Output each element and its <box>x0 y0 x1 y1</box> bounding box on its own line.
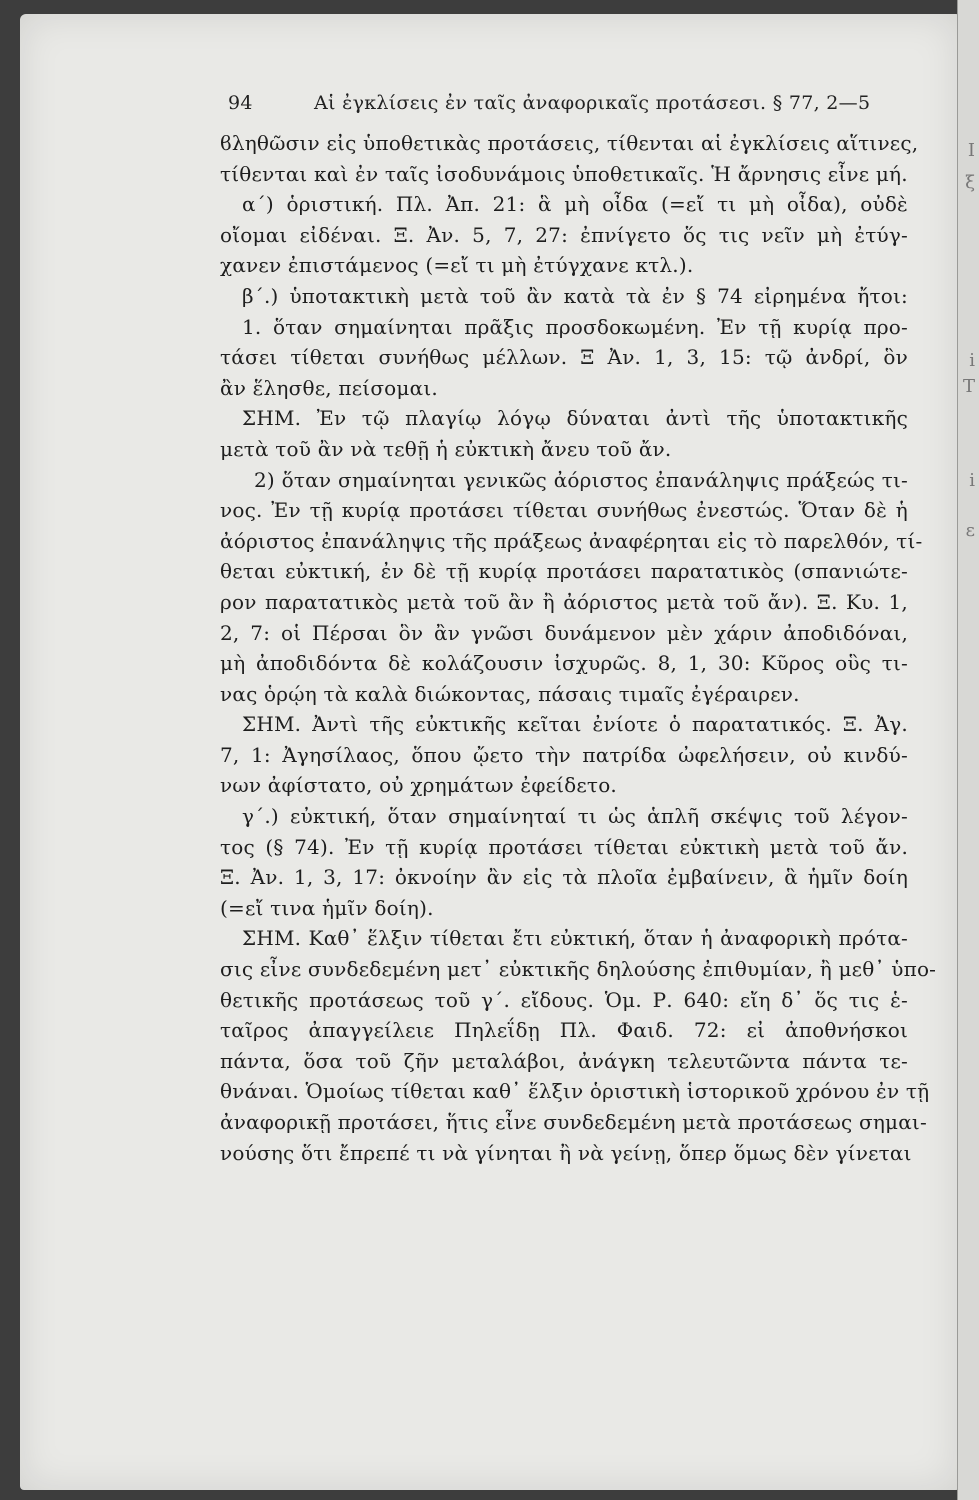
text-line: 2, 7: οἱ Πέρσαι ὃν ἂν γνῶσι δυνάμενον μὲν χάριν ἀποδιδόναι, <box>220 620 908 645</box>
text-line: ρον παρατατικὸς μετὰ τοῦ ἂν ἢ ἀόριστος μετὰ τοῦ ἄν). Ξ. Κυ. 1, <box>220 589 908 614</box>
text-line: ΣΗΜ. Ἀντὶ τῆς εὐκτικῆς κεῖται ἐνίοτε ὁ παρατατικός. Ξ. Ἀγ. <box>242 712 908 737</box>
page-body <box>220 128 937 1168</box>
text-line: νούσης ὅτι ἔπρεπέ τι νὰ γίνηται ἢ νὰ γείνῃ, ὅπερ ὅμως δὲν γίνεται <box>220 1140 912 1165</box>
text-line: ϐληθῶσιν εἰς ὑποθετικὰς προτάσεις, τίθενται αἱ ἐγκλίσεις αἵτινες, <box>220 131 919 155</box>
text-line: ἀόριστος ἐπανάληψις τῆς πράξεως ἀναφέρηται εἰς τὸ παρελθόν, τί- <box>220 528 923 553</box>
margin-mark: ε <box>965 520 975 541</box>
text-line: ἀναφορικῇ προτάσει, ἥτις εἶνε συνδεδεμένη μετὰ προτάσεως σημαι- <box>220 1110 927 1134</box>
text-line: γ΄.) εὐκτική, ὅταν σημαίνηταί τι ὡς ἁπλῆ σκέψις τοῦ λέγον- <box>242 804 908 829</box>
running-header <box>228 92 908 122</box>
text-line: θεται εὐκτική, ἐν δὲ τῇ κυρίᾳ προτάσει παρατατικὸς (σπανιώτε- <box>220 559 908 584</box>
text-line: ταῖρος ἀπαγγείλειε Πηλεΐδῃ Πλ. Φαιδ. 72: εἰ ἀποθνήσκοι <box>220 1018 908 1043</box>
text-line: 2) ὅταν σημαίνηται γενικῶς ἀόριστος ἐπανάληψις πράξεώς τι- <box>254 467 908 492</box>
page-number: 94 <box>228 92 253 114</box>
text-line: οἴομαι εἰδέναι. Ξ. Ἀν. 5, 7, 27: ἐπνίγετο ὅς τις νεῖν μὴ ἐτύγ- <box>220 222 908 247</box>
text-line: ἂν ἕλησθε, πείσομαι. <box>220 375 438 400</box>
text-line: νας ὁρῴη τὰ καλὰ διώκοντας, πάσαις τιμαῖς ἐγέραιρεν. <box>220 681 800 706</box>
text-line: πάντα, ὅσα τοῦ ζῆν μεταλάβοι, ἀνάγκη τελευτῶντα πάντα τε- <box>220 1048 908 1073</box>
text-line: θνάναι. Ὁμοίως τίθεται καθ᾽ ἕλξιν ὁριστικὴ ἱστορικοῦ χρόνου ἐν τῇ <box>220 1079 930 1104</box>
adjacent-page-edge <box>957 0 979 1500</box>
text-line: τάσει τίθεται συνήθως μέλλων. Ξ Ἀν. 1, 3, 15: τῷ ἀνδρί, ὃν <box>220 345 908 370</box>
margin-mark: I <box>967 140 975 161</box>
text-line: 1. ὅταν σημαίνηται πρᾶξις προσδοκωμένη. Ἐν τῇ κυρίᾳ προ- <box>242 314 908 339</box>
text-line: β΄.) ὑποτακτικὴ μετὰ τοῦ ἂν κατὰ τὰ ἐν § 74 εἰρημένα ἤτοι: <box>242 283 908 308</box>
text-line: ΣΗΜ. Ἐν τῷ πλαγίῳ λόγῳ δύναται ἀντὶ τῆς ὑποτακτικῆς <box>242 406 908 431</box>
text-line: νων ἀφίστατο, οὐ χρημάτων ἐφείδετο. <box>220 773 617 798</box>
text-line: Ξ. Ἀν. 1, 3, 17: ὀκνοίην ἂν εἰς τὰ πλοῖα ἐμβαίνειν, ἃ ἡμῖν δοίη <box>220 865 908 890</box>
margin-mark: i <box>969 350 975 371</box>
running-title: Αἱ ἐγκλίσεις ἐν ταῖς ἀναφορικαῖς προτάσεσι. § 77, 2—5 <box>314 92 871 114</box>
margin-mark: i <box>969 470 975 491</box>
text-line: (=εἴ τινα ἡμῖν δοίη). <box>220 895 434 920</box>
text-line: 7, 1: Ἀγησίλαος, ὅπου ᾤετο τὴν πατρίδα ὠφελήσειν, οὐ κινδύ- <box>220 742 908 767</box>
margin-mark: ξ <box>965 172 975 193</box>
text-line: θετικῆς προτάσεως τοῦ γ΄. εἴδους. Ὁμ. Ρ. 640: εἴη δ᾽ ὅς τις ἑ- <box>220 987 908 1012</box>
text-line: τίθενται καὶ ἐν ταῖς ἰσοδυνάμοις ὑποθετικαῖς. Ἡ ἄρνησις εἶνε μή. <box>220 161 908 186</box>
text-line: τος (§ 74). Ἐν τῇ κυρίᾳ προτάσει τίθεται εὐκτικὴ μετὰ τοῦ ἄν. <box>220 834 908 859</box>
text-line: ΣΗΜ. Καθ᾽ ἕλξιν τίθεται ἔτι εὐκτική, ὅταν ἡ ἀναφορικὴ πρότα- <box>242 926 908 951</box>
margin-mark: T <box>962 376 975 397</box>
text-line: μὴ ἀποδιδόντα δὲ κολάζουσιν ἰσχυρῶς. 8, 1, 30: Κῦρος οὓς τι- <box>220 651 908 676</box>
text-line: νος. Ἐν τῇ κυρίᾳ προτάσει τίθεται συνήθως ἐνεστώς. Ὅταν δὲ ἡ <box>220 498 908 523</box>
text-line: χανεν ἐπιστάμενος (=εἴ τι μὴ ἐτύγχανε κτλ.). <box>220 253 694 278</box>
text-line: α΄) ὁριστική. Πλ. Ἀπ. 21: ἃ μὴ οἶδα (=εἴ τι μὴ οἶδα), οὐδὲ <box>242 192 908 217</box>
text-line: μετὰ τοῦ ἂν νὰ τεθῇ ἡ εὐκτικὴ ἄνευ τοῦ ἄν. <box>220 436 672 461</box>
text-line: σις εἶνε συνδεδεμένη μετ᾽ εὐκτικῆς δηλούσης ἐπιθυμίαν, ἢ μεθ᾽ ὑπο- <box>220 957 937 982</box>
